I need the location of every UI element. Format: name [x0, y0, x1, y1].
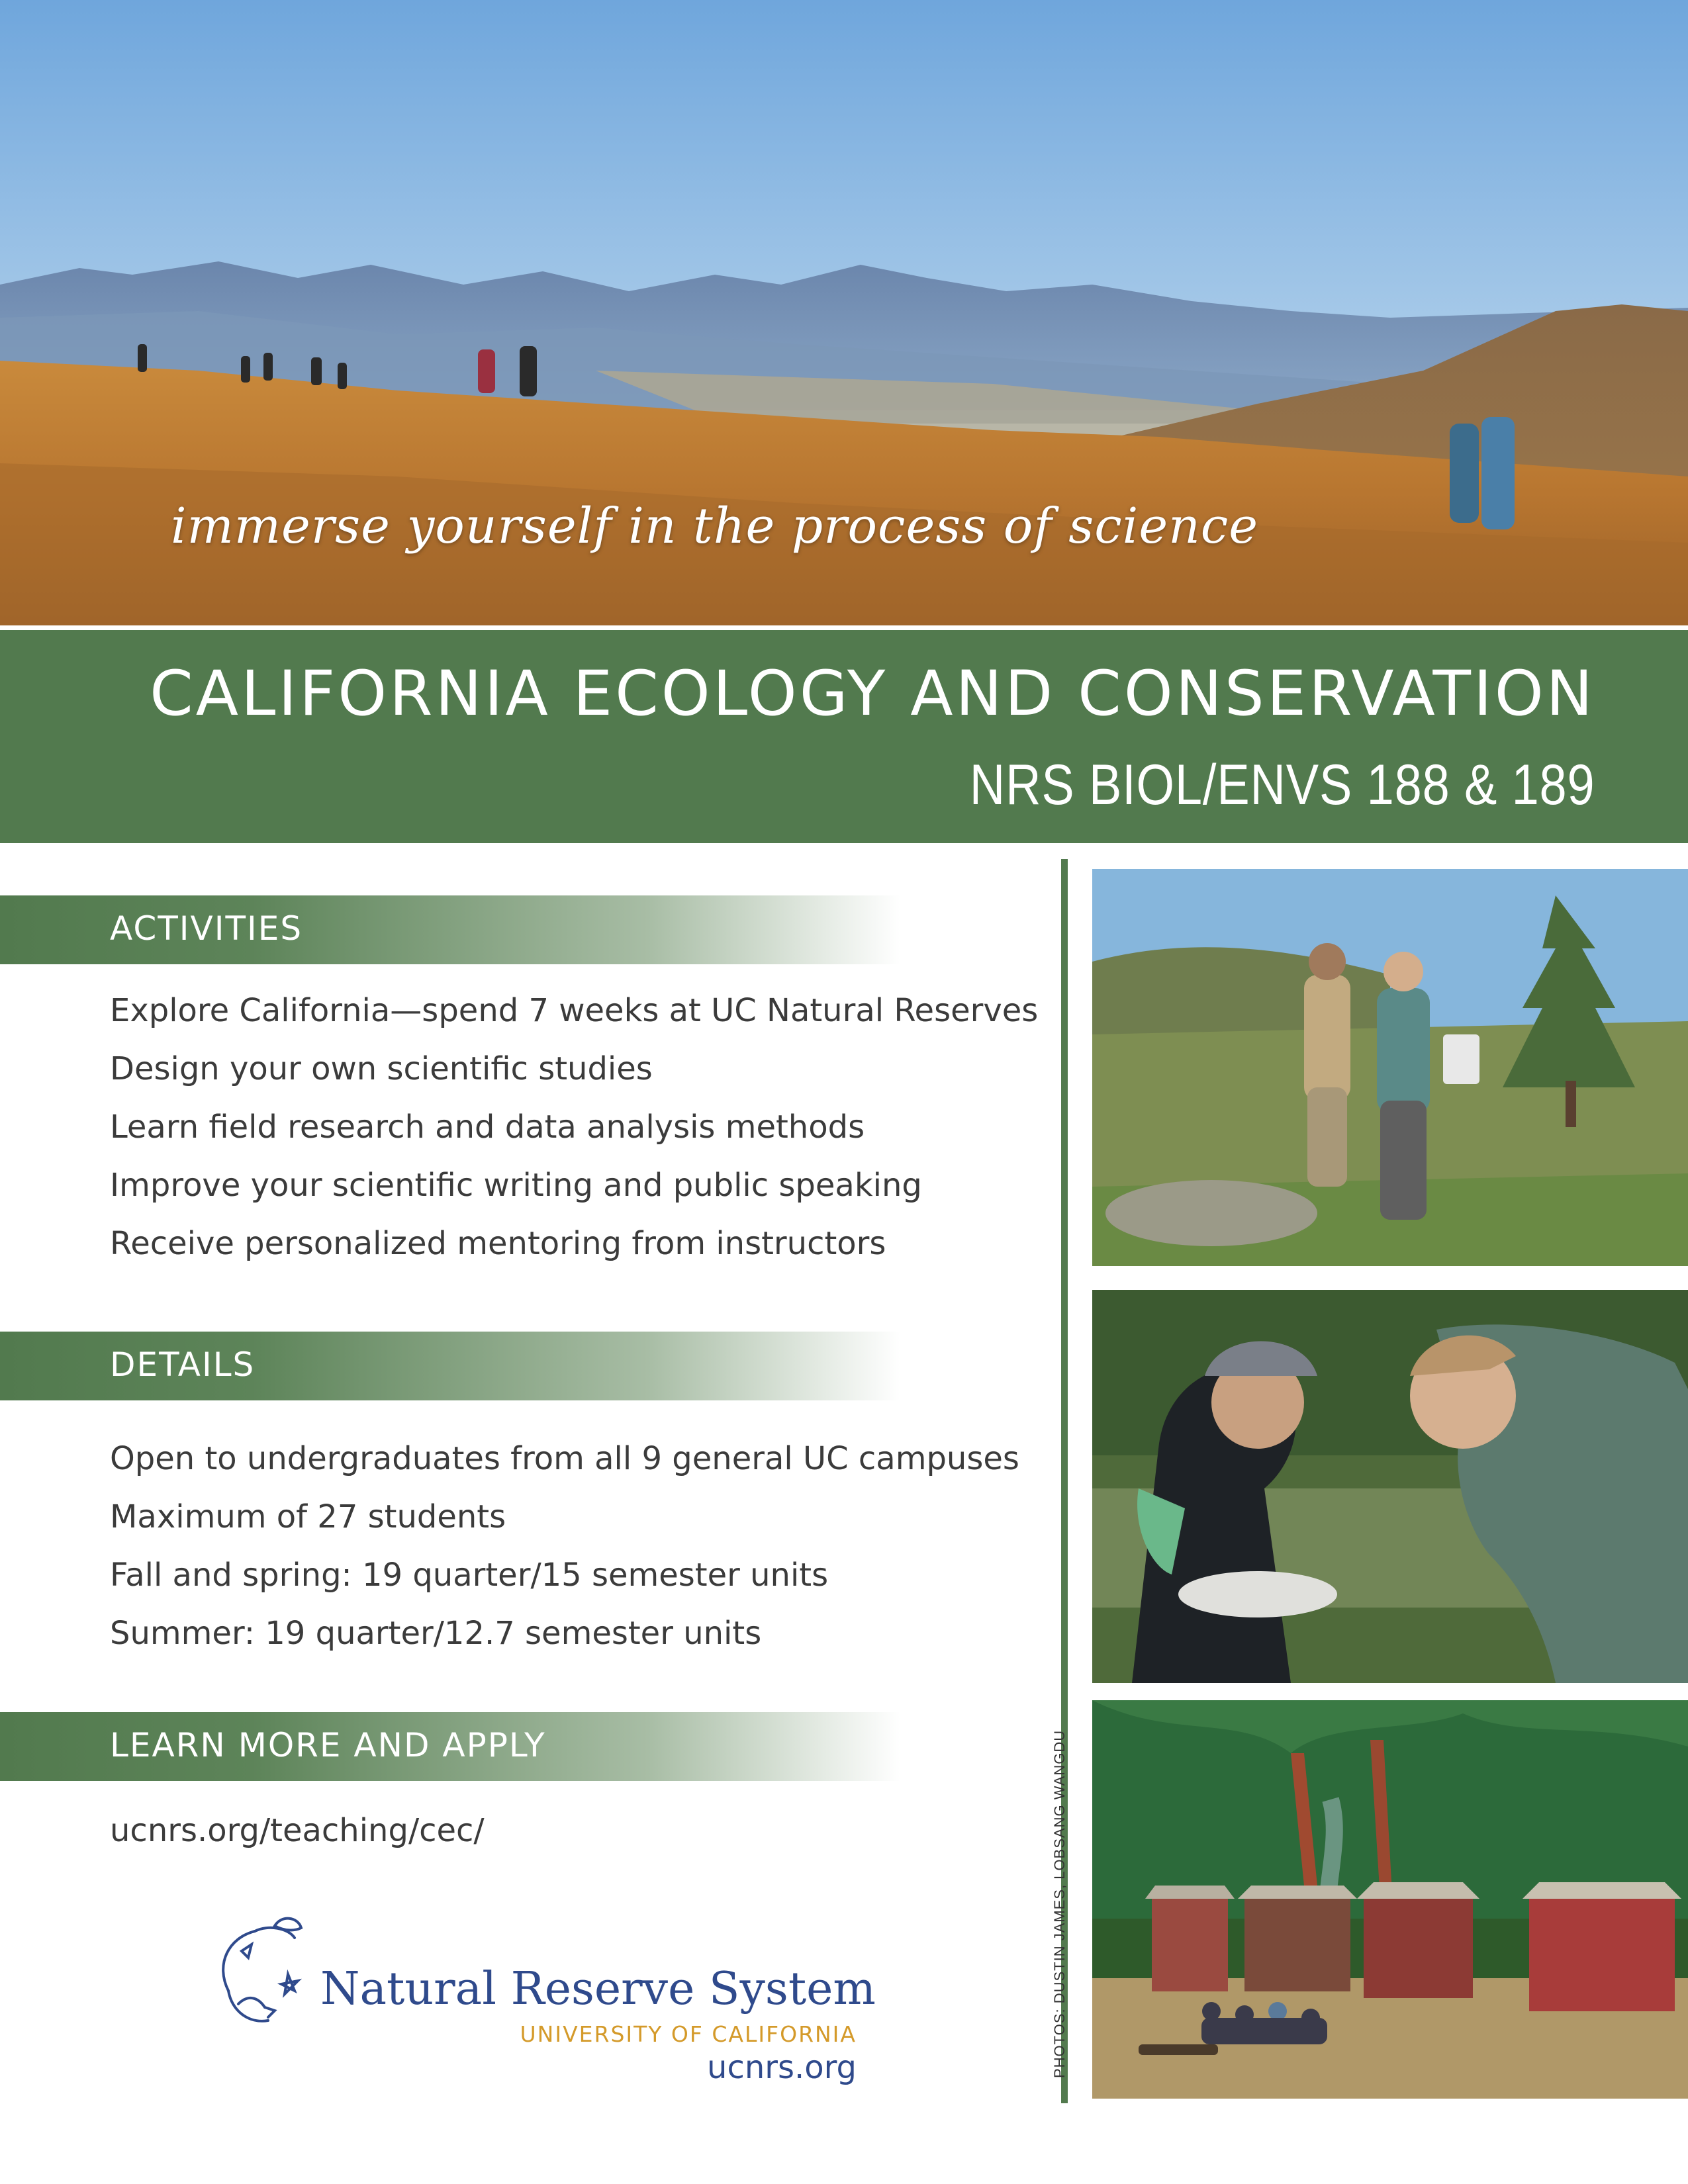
- details-heading: DETAILS: [110, 1345, 256, 1384]
- title-banner: [0, 630, 1688, 843]
- list-item: Open to undergraduates from all 9 general UC campuses: [110, 1440, 1019, 1477]
- photo-credit: PHOTOS: DUSTIN JAMES, LOBSANG WANGDU: [1051, 1729, 1068, 2078]
- activities-header: [0, 895, 900, 964]
- hero-tagline: immerse yourself in the process of science: [171, 498, 1259, 555]
- details-list: [110, 1430, 1019, 1662]
- logo-url[interactable]: ucnrs.org: [707, 2049, 857, 2086]
- field-study-image: [1092, 869, 1688, 1266]
- list-item: Maximum of 27 students: [110, 1498, 506, 1535]
- list-item: Improve your scientific writing and public speaking: [110, 1167, 922, 1204]
- camp-image: [1092, 1700, 1688, 2099]
- logo-university: UNIVERSITY OF CALIFORNIA: [520, 2021, 857, 2047]
- course-number: NRS BIOL/ENVS 188 & 189: [970, 753, 1595, 817]
- logo-name: Natural Reserve System: [320, 1963, 876, 2015]
- students-image: [1092, 1290, 1688, 1683]
- hero-photo: [0, 0, 1688, 625]
- list-item: Explore California—spend 7 weeks at UC Natural Reserves: [110, 992, 1039, 1029]
- list-item: Design your own scientific studies: [110, 1050, 653, 1087]
- apply-header: [0, 1712, 900, 1781]
- apply-link[interactable]: ucnrs.org/teaching/cec/: [110, 1812, 485, 1849]
- list-item: Learn field research and data analysis methods: [110, 1109, 865, 1146]
- course-title: CALIFORNIA ECOLOGY AND CONSERVATION: [150, 658, 1595, 730]
- field-study-photo: [1092, 869, 1688, 1266]
- list-item: Receive personalized mentoring from instructors: [110, 1225, 886, 1262]
- list-item: Fall and spring: 19 quarter/15 semester units: [110, 1557, 829, 1594]
- activities-heading: ACTIVITIES: [110, 909, 303, 948]
- nrs-logo-icon: [202, 1911, 328, 2037]
- list-item: Summer: 19 quarter/12.7 semester units: [110, 1615, 762, 1652]
- students-photo: [1092, 1290, 1688, 1683]
- details-header: [0, 1332, 900, 1400]
- activities-list: [110, 981, 1038, 1273]
- camp-photo: [1092, 1700, 1688, 2099]
- apply-heading: LEARN MORE AND APPLY: [110, 1726, 546, 1764]
